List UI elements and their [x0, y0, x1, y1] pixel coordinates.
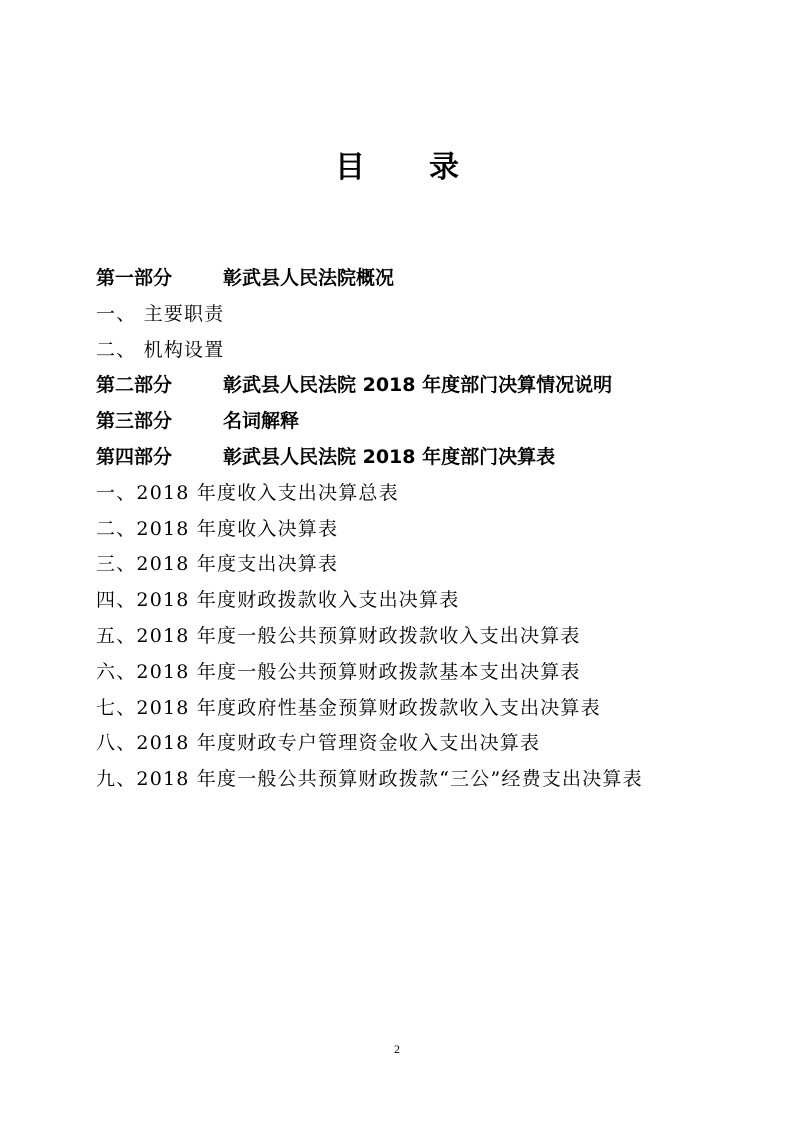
toc-item: 二、2018 年度收入决算表: [96, 517, 339, 540]
toc-item: 九、2018 年度一般公共预算财政拨款“三公”经费支出决算表: [96, 768, 643, 791]
toc-part-3: [96, 404, 736, 440]
title-char-2: 录: [429, 150, 459, 185]
toc-part-text: 彰武县人民法院 2018 年度部门决算表: [223, 445, 556, 468]
toc-part-2: [96, 368, 736, 404]
toc-item: 一、 主要职责: [96, 302, 225, 325]
page-title: [0, 148, 794, 188]
toc-part-text: 彰武县人民法院 2018 年度部门决算情况说明: [223, 374, 613, 397]
table-of-contents: [96, 261, 736, 798]
toc-item: 六、2018 年度一般公共预算财政拨款基本支出决算表: [96, 660, 581, 683]
toc-part-1: [96, 261, 736, 297]
page-number: 2: [394, 1042, 400, 1056]
toc-item: 五、2018 年度一般公共预算财政拨款收入支出决算表: [96, 624, 581, 647]
toc-part-text: 彰武县人民法院概况: [223, 267, 395, 289]
toc-item: 七、2018 年度政府性基金预算财政拨款收入支出决算表: [96, 696, 601, 719]
toc-part-4: [96, 440, 736, 476]
toc-part-label: 第三部分: [96, 410, 173, 433]
toc-item: 二、 机构设置: [96, 338, 225, 361]
title-char-1: 目: [335, 150, 365, 185]
toc-item: 一、2018 年度收入支出决算总表: [96, 481, 399, 504]
toc-part-text: 名词解释: [223, 410, 300, 433]
toc-item: 三、2018 年度支出决算表: [96, 553, 339, 576]
toc-part-label: 第四部分: [96, 445, 173, 468]
toc-part-label: 第二部分: [96, 374, 173, 397]
toc-item: 八、2018 年度财政专户管理资金收入支出决算表: [96, 732, 541, 755]
toc-item: 四、2018 年度财政拨款收入支出决算表: [96, 589, 460, 612]
toc-part-label: 第一部分: [96, 267, 173, 289]
